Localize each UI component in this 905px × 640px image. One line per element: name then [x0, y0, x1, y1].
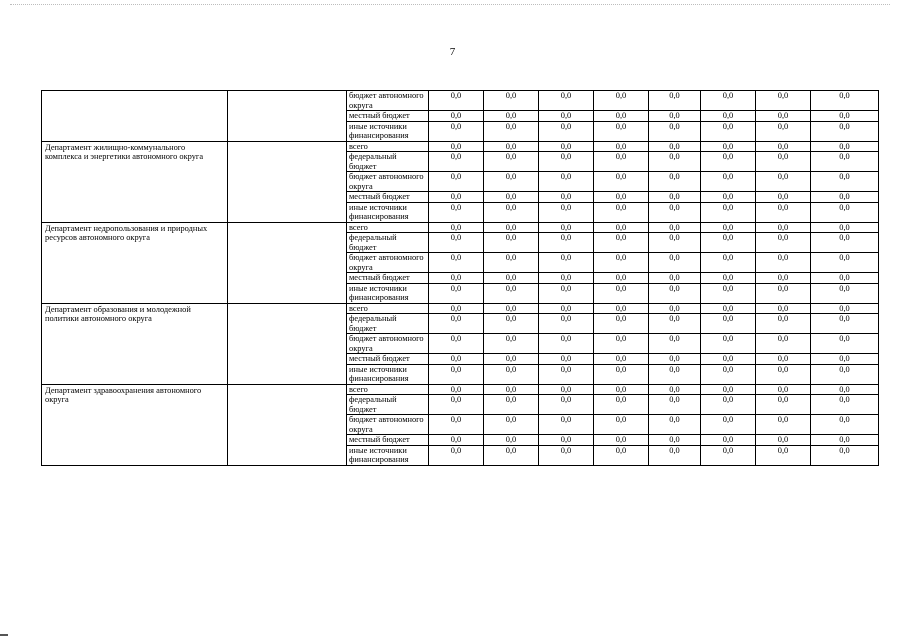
value-cell: 0,0 — [594, 172, 649, 192]
value-cell: 0,0 — [539, 314, 594, 334]
value-cell: 0,0 — [701, 303, 756, 314]
value-cell: 0,0 — [811, 152, 879, 172]
funding-source-cell: бюджет автономного округа — [347, 172, 429, 192]
funding-source-cell: федеральный бюджет — [347, 395, 429, 415]
funding-source-cell: местный бюджет — [347, 192, 429, 203]
value-cell: 0,0 — [649, 121, 701, 141]
value-cell: 0,0 — [811, 415, 879, 435]
value-cell: 0,0 — [594, 395, 649, 415]
funding-source-cell: федеральный бюджет — [347, 233, 429, 253]
value-cell: 0,0 — [484, 141, 539, 152]
value-cell: 0,0 — [594, 121, 649, 141]
value-cell: 0,0 — [539, 192, 594, 203]
value-cell: 0,0 — [811, 364, 879, 384]
value-cell: 0,0 — [429, 435, 484, 446]
funding-source-cell: всего — [347, 303, 429, 314]
value-cell: 0,0 — [649, 354, 701, 365]
value-cell: 0,0 — [649, 435, 701, 446]
value-cell: 0,0 — [701, 334, 756, 354]
value-cell: 0,0 — [649, 314, 701, 334]
value-cell: 0,0 — [649, 415, 701, 435]
value-cell: 0,0 — [429, 202, 484, 222]
value-cell: 0,0 — [594, 435, 649, 446]
value-cell: 0,0 — [811, 334, 879, 354]
value-cell: 0,0 — [539, 435, 594, 446]
value-cell: 0,0 — [701, 314, 756, 334]
value-cell: 0,0 — [811, 435, 879, 446]
empty-cell — [228, 303, 347, 384]
funding-source-cell: всего — [347, 141, 429, 152]
value-cell: 0,0 — [594, 91, 649, 111]
value-cell: 0,0 — [484, 91, 539, 111]
value-cell: 0,0 — [539, 111, 594, 122]
funding-source-cell: иные источники финансирования — [347, 202, 429, 222]
value-cell: 0,0 — [594, 253, 649, 273]
table-row — [42, 303, 879, 314]
value-cell: 0,0 — [756, 395, 811, 415]
value-cell: 0,0 — [811, 172, 879, 192]
value-cell: 0,0 — [539, 202, 594, 222]
value-cell: 0,0 — [701, 152, 756, 172]
value-cell: 0,0 — [594, 303, 649, 314]
empty-cell — [228, 141, 347, 222]
empty-cell — [228, 384, 347, 465]
funding-source-cell: иные источники финансирования — [347, 445, 429, 465]
page-number: 7 — [449, 46, 456, 58]
funding-table-body — [42, 91, 879, 466]
value-cell: 0,0 — [649, 445, 701, 465]
value-cell: 0,0 — [594, 384, 649, 395]
value-cell: 0,0 — [429, 222, 484, 233]
value-cell: 0,0 — [756, 283, 811, 303]
value-cell: 0,0 — [701, 192, 756, 203]
empty-cell — [228, 91, 347, 142]
department-cell: Департамент образования и молодежной политики автономного округа — [42, 303, 228, 384]
value-cell: 0,0 — [484, 283, 539, 303]
value-cell: 0,0 — [429, 233, 484, 253]
value-cell: 0,0 — [811, 395, 879, 415]
value-cell: 0,0 — [701, 233, 756, 253]
value-cell: 0,0 — [756, 192, 811, 203]
value-cell: 0,0 — [429, 152, 484, 172]
value-cell: 0,0 — [539, 152, 594, 172]
value-cell: 0,0 — [594, 222, 649, 233]
value-cell: 0,0 — [429, 141, 484, 152]
value-cell: 0,0 — [429, 395, 484, 415]
value-cell: 0,0 — [756, 314, 811, 334]
value-cell: 0,0 — [594, 314, 649, 334]
funding-source-cell: бюджет автономного округа — [347, 334, 429, 354]
value-cell: 0,0 — [484, 445, 539, 465]
value-cell: 0,0 — [429, 445, 484, 465]
funding-source-cell: бюджет автономного округа — [347, 91, 429, 111]
value-cell: 0,0 — [429, 354, 484, 365]
value-cell: 0,0 — [539, 303, 594, 314]
value-cell: 0,0 — [539, 141, 594, 152]
value-cell: 0,0 — [701, 91, 756, 111]
value-cell: 0,0 — [701, 172, 756, 192]
value-cell: 0,0 — [484, 395, 539, 415]
value-cell: 0,0 — [594, 334, 649, 354]
value-cell: 0,0 — [756, 111, 811, 122]
value-cell: 0,0 — [484, 253, 539, 273]
value-cell: 0,0 — [484, 111, 539, 122]
value-cell: 0,0 — [484, 172, 539, 192]
scan-noise-line — [10, 4, 890, 8]
value-cell: 0,0 — [649, 222, 701, 233]
value-cell: 0,0 — [649, 111, 701, 122]
table-row — [42, 222, 879, 233]
funding-source-cell: иные источники финансирования — [347, 121, 429, 141]
funding-table — [41, 90, 879, 466]
value-cell: 0,0 — [429, 384, 484, 395]
value-cell: 0,0 — [701, 415, 756, 435]
value-cell: 0,0 — [701, 222, 756, 233]
value-cell: 0,0 — [429, 253, 484, 273]
value-cell: 0,0 — [756, 121, 811, 141]
funding-source-cell: федеральный бюджет — [347, 152, 429, 172]
value-cell: 0,0 — [539, 364, 594, 384]
funding-source-cell: бюджет автономного округа — [347, 415, 429, 435]
value-cell: 0,0 — [539, 334, 594, 354]
value-cell: 0,0 — [756, 233, 811, 253]
value-cell: 0,0 — [756, 435, 811, 446]
value-cell: 0,0 — [756, 152, 811, 172]
value-cell: 0,0 — [484, 192, 539, 203]
value-cell: 0,0 — [649, 364, 701, 384]
value-cell: 0,0 — [484, 314, 539, 334]
value-cell: 0,0 — [484, 273, 539, 284]
value-cell: 0,0 — [539, 233, 594, 253]
value-cell: 0,0 — [484, 384, 539, 395]
funding-source-cell: федеральный бюджет — [347, 314, 429, 334]
funding-source-cell: иные источники финансирования — [347, 364, 429, 384]
funding-source-cell: иные источники финансирования — [347, 283, 429, 303]
funding-source-cell: местный бюджет — [347, 111, 429, 122]
value-cell: 0,0 — [649, 172, 701, 192]
value-cell: 0,0 — [429, 91, 484, 111]
value-cell: 0,0 — [539, 354, 594, 365]
value-cell: 0,0 — [484, 233, 539, 253]
value-cell: 0,0 — [539, 283, 594, 303]
value-cell: 0,0 — [649, 202, 701, 222]
value-cell: 0,0 — [594, 192, 649, 203]
table-row — [42, 91, 879, 111]
value-cell: 0,0 — [811, 445, 879, 465]
value-cell: 0,0 — [594, 415, 649, 435]
value-cell: 0,0 — [649, 283, 701, 303]
value-cell: 0,0 — [484, 435, 539, 446]
value-cell: 0,0 — [484, 303, 539, 314]
value-cell: 0,0 — [756, 141, 811, 152]
value-cell: 0,0 — [811, 303, 879, 314]
value-cell: 0,0 — [756, 273, 811, 284]
value-cell: 0,0 — [756, 384, 811, 395]
value-cell: 0,0 — [594, 283, 649, 303]
value-cell: 0,0 — [649, 273, 701, 284]
value-cell: 0,0 — [484, 222, 539, 233]
value-cell: 0,0 — [429, 314, 484, 334]
value-cell: 0,0 — [594, 141, 649, 152]
value-cell: 0,0 — [811, 233, 879, 253]
value-cell: 0,0 — [756, 253, 811, 273]
value-cell: 0,0 — [756, 445, 811, 465]
value-cell: 0,0 — [539, 273, 594, 284]
value-cell: 0,0 — [701, 445, 756, 465]
value-cell: 0,0 — [811, 141, 879, 152]
value-cell: 0,0 — [756, 222, 811, 233]
value-cell: 0,0 — [649, 192, 701, 203]
funding-source-cell: всего — [347, 222, 429, 233]
value-cell: 0,0 — [756, 354, 811, 365]
value-cell: 0,0 — [539, 222, 594, 233]
value-cell: 0,0 — [811, 384, 879, 395]
value-cell: 0,0 — [484, 202, 539, 222]
funding-source-cell: местный бюджет — [347, 435, 429, 446]
value-cell: 0,0 — [594, 445, 649, 465]
value-cell: 0,0 — [649, 233, 701, 253]
value-cell: 0,0 — [811, 91, 879, 111]
value-cell: 0,0 — [539, 253, 594, 273]
value-cell: 0,0 — [811, 273, 879, 284]
value-cell: 0,0 — [594, 202, 649, 222]
value-cell: 0,0 — [701, 141, 756, 152]
value-cell: 0,0 — [811, 111, 879, 122]
value-cell: 0,0 — [594, 273, 649, 284]
value-cell: 0,0 — [649, 384, 701, 395]
value-cell: 0,0 — [484, 415, 539, 435]
value-cell: 0,0 — [701, 273, 756, 284]
value-cell: 0,0 — [701, 111, 756, 122]
value-cell: 0,0 — [484, 152, 539, 172]
value-cell: 0,0 — [594, 233, 649, 253]
funding-source-cell: местный бюджет — [347, 354, 429, 365]
value-cell: 0,0 — [811, 354, 879, 365]
value-cell: 0,0 — [594, 364, 649, 384]
value-cell: 0,0 — [756, 303, 811, 314]
value-cell: 0,0 — [811, 283, 879, 303]
value-cell: 0,0 — [701, 384, 756, 395]
value-cell: 0,0 — [539, 384, 594, 395]
funding-source-cell: бюджет автономного округа — [347, 253, 429, 273]
value-cell: 0,0 — [484, 354, 539, 365]
value-cell: 0,0 — [429, 121, 484, 141]
value-cell: 0,0 — [811, 314, 879, 334]
value-cell: 0,0 — [429, 415, 484, 435]
funding-source-cell: всего — [347, 384, 429, 395]
value-cell: 0,0 — [649, 395, 701, 415]
value-cell: 0,0 — [539, 91, 594, 111]
value-cell: 0,0 — [811, 222, 879, 233]
value-cell: 0,0 — [429, 364, 484, 384]
value-cell: 0,0 — [429, 303, 484, 314]
value-cell: 0,0 — [484, 364, 539, 384]
value-cell: 0,0 — [539, 395, 594, 415]
value-cell: 0,0 — [756, 91, 811, 111]
value-cell: 0,0 — [594, 111, 649, 122]
value-cell: 0,0 — [649, 141, 701, 152]
value-cell: 0,0 — [811, 202, 879, 222]
value-cell: 0,0 — [811, 121, 879, 141]
value-cell: 0,0 — [701, 202, 756, 222]
value-cell: 0,0 — [756, 415, 811, 435]
value-cell: 0,0 — [756, 364, 811, 384]
table-row — [42, 141, 879, 152]
value-cell: 0,0 — [649, 253, 701, 273]
value-cell: 0,0 — [539, 415, 594, 435]
funding-source-cell: местный бюджет — [347, 273, 429, 284]
value-cell: 0,0 — [701, 395, 756, 415]
value-cell: 0,0 — [701, 354, 756, 365]
empty-cell — [228, 222, 347, 303]
value-cell: 0,0 — [594, 354, 649, 365]
value-cell: 0,0 — [701, 253, 756, 273]
department-cell: Департамент недропользования и природных ресурсов автономного округа — [42, 222, 228, 303]
value-cell: 0,0 — [756, 334, 811, 354]
value-cell: 0,0 — [649, 334, 701, 354]
value-cell: 0,0 — [811, 253, 879, 273]
value-cell: 0,0 — [811, 192, 879, 203]
table-row — [42, 384, 879, 395]
value-cell: 0,0 — [539, 445, 594, 465]
value-cell: 0,0 — [539, 172, 594, 192]
value-cell: 0,0 — [484, 334, 539, 354]
value-cell: 0,0 — [701, 121, 756, 141]
value-cell: 0,0 — [649, 303, 701, 314]
department-cell — [42, 91, 228, 142]
value-cell: 0,0 — [539, 121, 594, 141]
value-cell: 0,0 — [701, 435, 756, 446]
value-cell: 0,0 — [649, 91, 701, 111]
value-cell: 0,0 — [756, 172, 811, 192]
value-cell: 0,0 — [649, 152, 701, 172]
value-cell: 0,0 — [429, 192, 484, 203]
value-cell: 0,0 — [429, 111, 484, 122]
value-cell: 0,0 — [756, 202, 811, 222]
department-cell: Департамент жилищно-коммунального комплекса и энергетики автономного округа — [42, 141, 228, 222]
value-cell: 0,0 — [429, 283, 484, 303]
value-cell: 0,0 — [484, 121, 539, 141]
value-cell: 0,0 — [429, 273, 484, 284]
value-cell: 0,0 — [701, 283, 756, 303]
value-cell: 0,0 — [594, 152, 649, 172]
value-cell: 0,0 — [701, 364, 756, 384]
scan-edge-mark — [0, 634, 8, 636]
value-cell: 0,0 — [429, 172, 484, 192]
department-cell: Департамент здравоохранения автономного округа — [42, 384, 228, 465]
value-cell: 0,0 — [429, 334, 484, 354]
